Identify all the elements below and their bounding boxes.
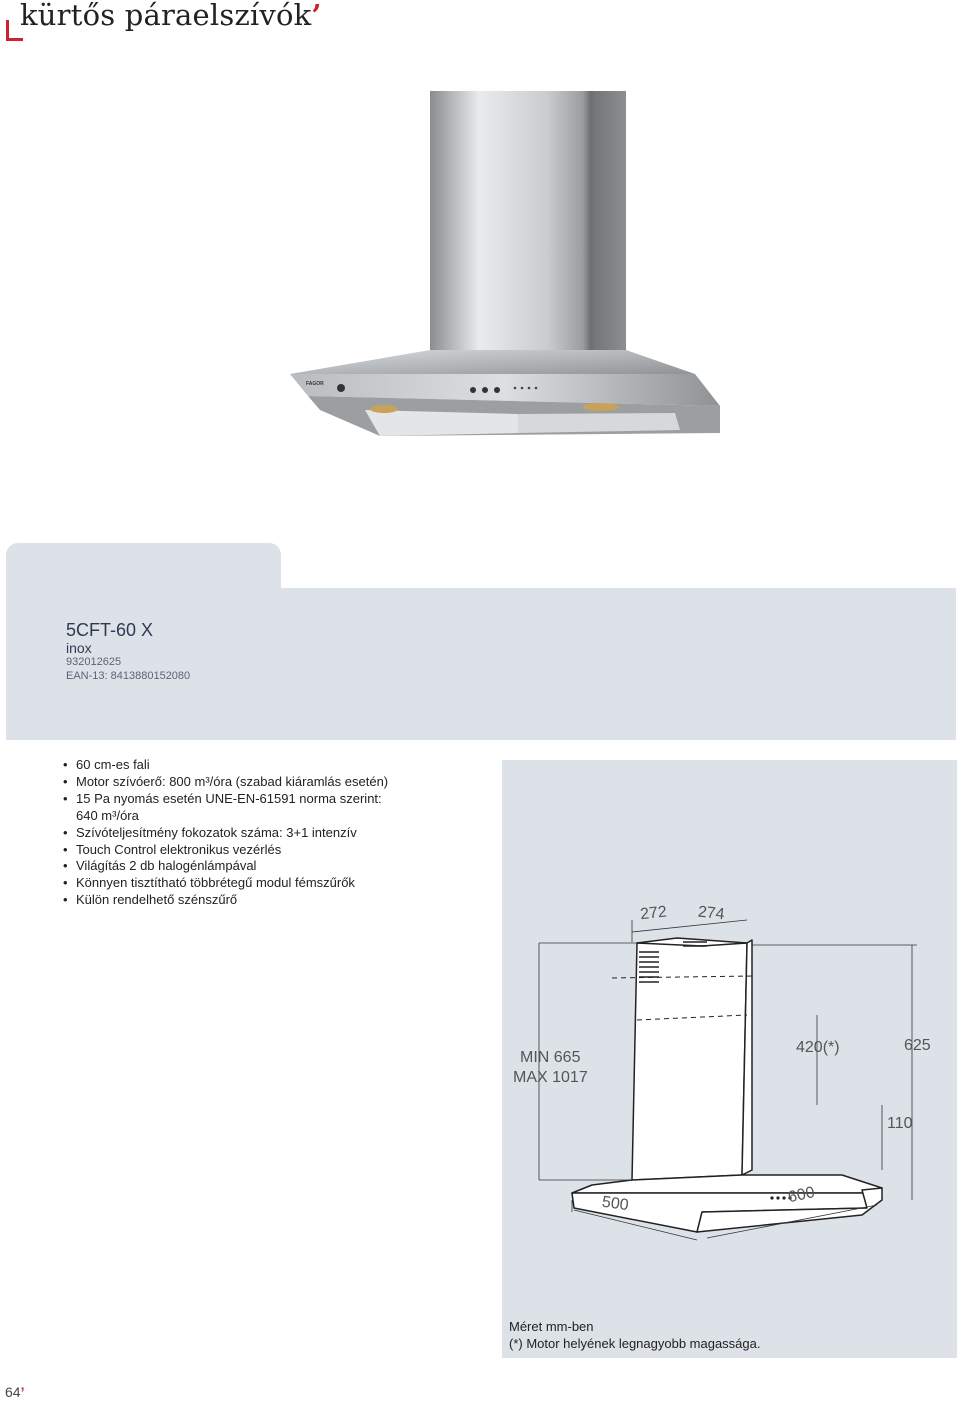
page-header [0, 0, 960, 44]
dim-canopy-height: 110 [887, 1115, 913, 1132]
dim-depth: 500 [600, 1193, 630, 1215]
dim-chimney-width: 272 [639, 903, 668, 924]
page-number-value: 64 [5, 1384, 21, 1400]
units-note: Méret mm-ben [509, 1319, 594, 1334]
motor-note: (*) Motor helyének legnagyobb magassága. [509, 1336, 761, 1351]
feature-item: • 60 cm-es fali [63, 757, 493, 774]
page-number-accent: ’ [20, 1384, 25, 1400]
feature-item: • Szívóteljesítmény fokozatok száma: 3+1 intenzív [63, 825, 493, 842]
feature-item: • Világítás 2 db halogénlámpával [63, 858, 493, 875]
product-code: 932012625 [66, 656, 122, 668]
product-photo [280, 88, 730, 458]
dim-height-max: MAX 1017 [513, 1069, 588, 1086]
brand-logo: FAGOR [306, 381, 324, 387]
info-panel [6, 588, 956, 740]
dim-motor-height: 420(*) [796, 1039, 840, 1056]
feature-item: 640 m³/óra [76, 807, 139, 823]
dim-chimney-depth: 274 [697, 903, 726, 924]
feature-list [63, 757, 493, 909]
feature-item: • 15 Pa nyomás esetén UNE-EN-61591 norma szerint: [63, 791, 493, 808]
feature-item: • Motor szívóerő: 800 m³/óra (szabad kiáramlás esetén) [63, 774, 493, 791]
model-name: 5CFT-60 X [66, 620, 154, 640]
dim-width: 600 [786, 1184, 817, 1207]
dim-height-min: MIN 665 [520, 1049, 581, 1066]
page-title [20, 0, 322, 32]
title-accent: ’ [311, 0, 322, 32]
feature-item: • Külön rendelhető szénszűrő [63, 892, 493, 909]
page-number [5, 1384, 24, 1400]
page-title-text: kürtős páraelszívók [20, 0, 312, 32]
dimension-diagram [502, 760, 957, 1358]
feature-item: • Touch Control elektronikus vezérlés [63, 842, 493, 859]
feature-item: • Könnyen tisztítható többrétegű modul fémszűrők [63, 875, 493, 892]
variant-name: inox [66, 640, 92, 656]
dim-total-height: 625 [904, 1037, 931, 1054]
ean-code: EAN-13: 8413880152080 [66, 670, 191, 682]
dimension-note [509, 1318, 760, 1352]
